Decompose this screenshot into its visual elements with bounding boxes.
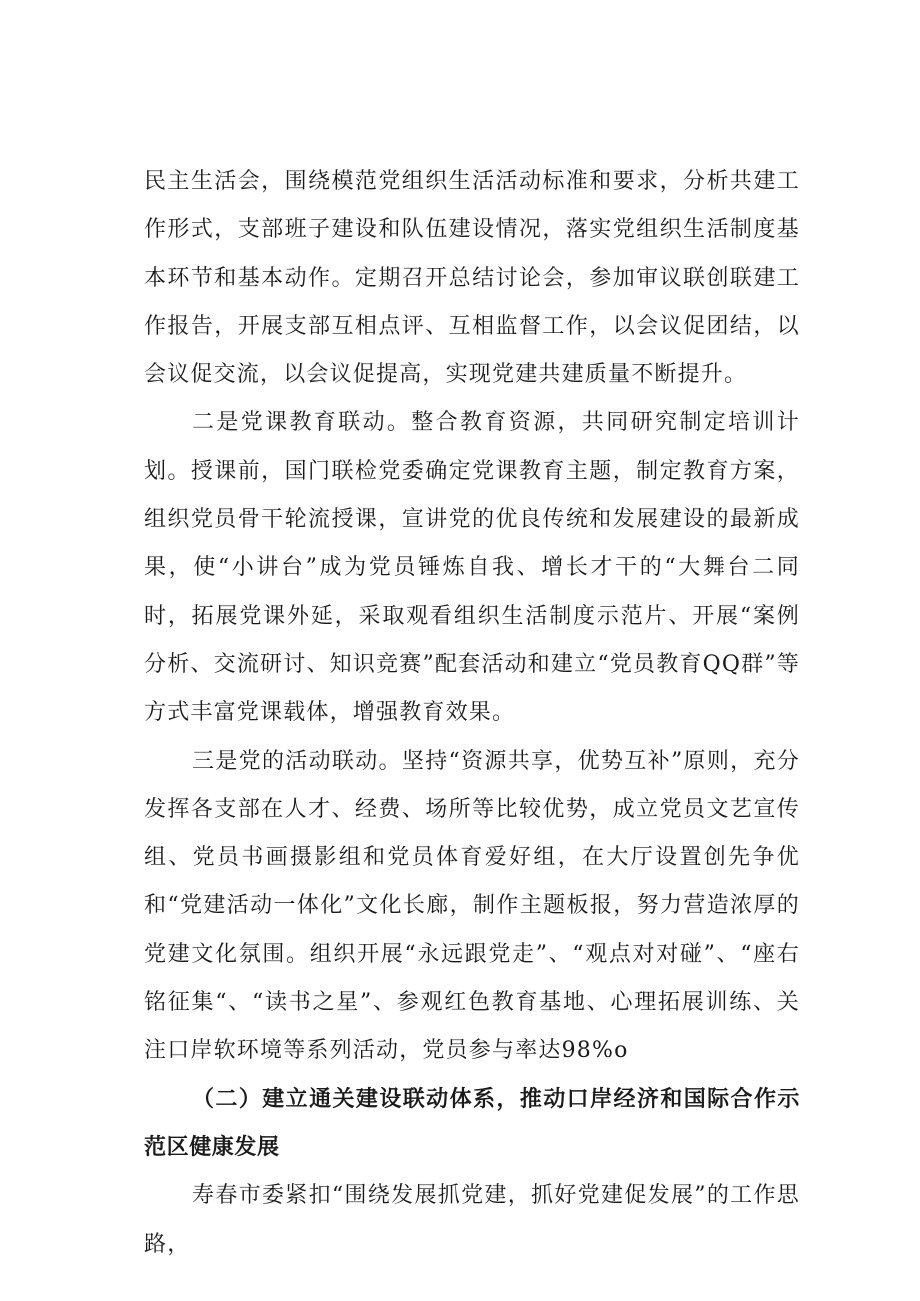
paragraph-meeting-continuation: 民主生活会，围绕模范党组织生活活动标准和要求，分析共建工作形式，支部班子建设和队伍建设情况，落实党组织生活制度基本环节和基本动作。定期召开总结讨论会，参加审议联创联建工作报告，开展支部互相点评、互相监督工作，以会议促团结，以会议促交流，以会议促提高，实现党建共建质量不断提升。	[144, 169, 800, 388]
section-heading: （二）建立通关建设联动体系，推动口岸经济和国际合作示范区健康发展	[144, 1086, 800, 1160]
document-body	[144, 158, 800, 1269]
paragraph-party-activity: 三是党的活动联动。坚持“资源共享，优势互补”原则，充分发挥各支部在人才、经费、场所等比较优势，成立党员文艺宣传组、党员书画摄影组和党员体育爱好组，在大厅设置创先争优和“党建活动一体化”文化长廊，制作主题板报，努力营造浓厚的党建文化氛围。组织开展“永远跟党走”、“观点对对碰”、“座右铭征集“、“读书之星”、参观红色教育基地、心理拓展训练、关注口岸软环境等系列活动，党员参与率达98%o	[144, 748, 800, 1064]
paragraph-shouchun: 寿春市委紧扣“围绕发展抓党建，抓好党建促发展”的工作思路，	[144, 1183, 800, 1257]
paragraph-party-lesson: 二是党课教育联动。整合教育资源，共同研究制定培训计划。授课前，国门联检党委确定党课教育主题，制定教育方案，组织党员骨干轮流授课，宣讲党的优良传统和发展建设的最新成果，使“小讲台”成为党员锤炼自我、增长才干的“大舞台二同时，拓展党课外延，采取观看组织生活制度示范片、开展“案例分析、交流研讨、知识竞赛”配套活动和建立“党员教育QQ群”等方式丰富党课载体，增强教育效果。	[144, 410, 800, 726]
